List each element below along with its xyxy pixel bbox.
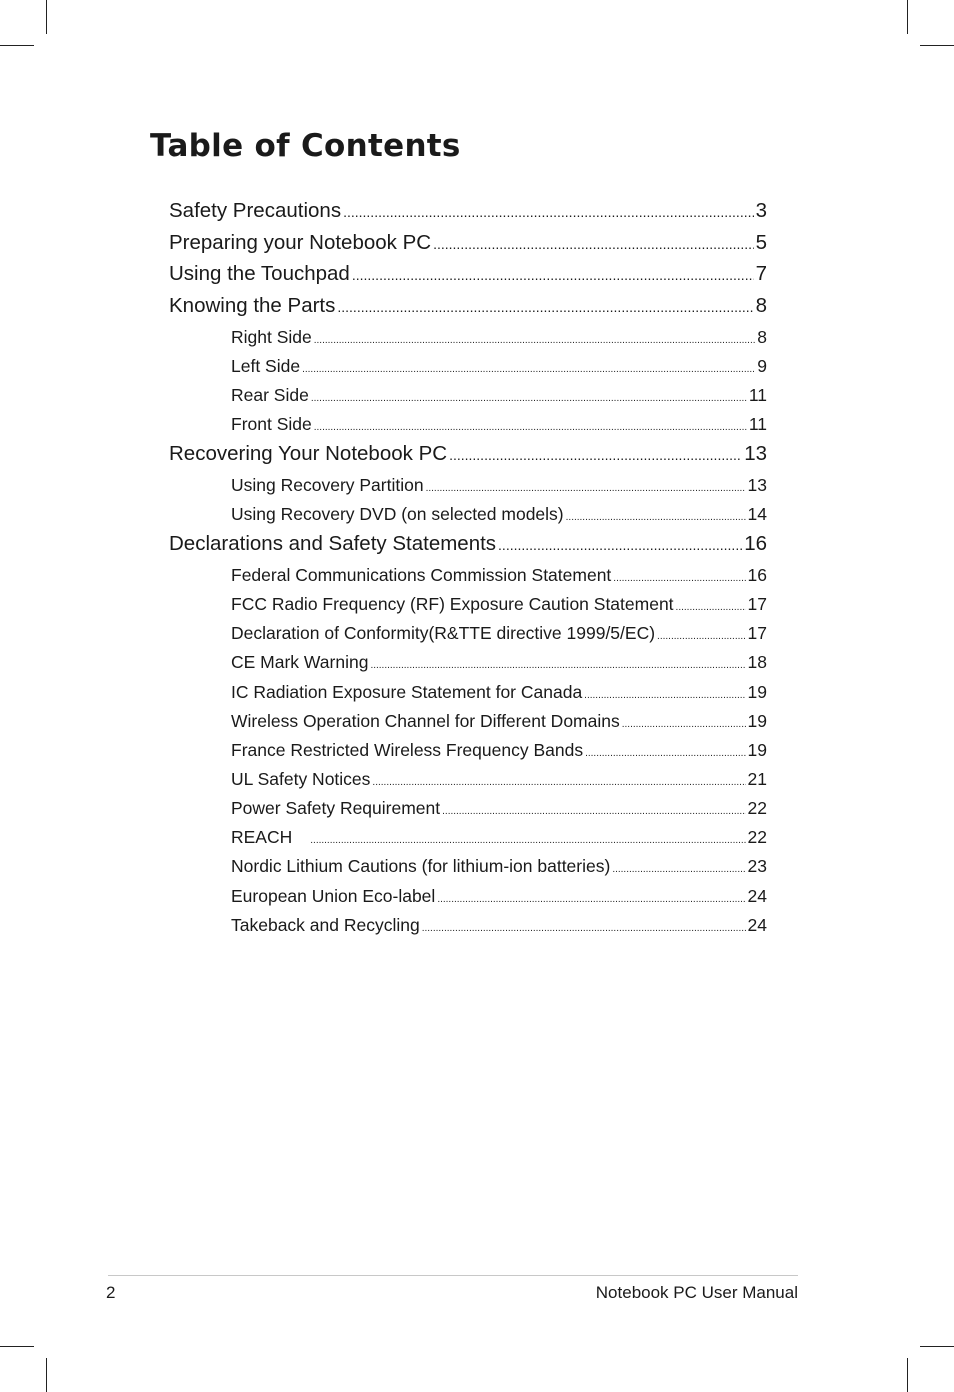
crop-mark xyxy=(0,45,34,46)
toc-entry[interactable] xyxy=(169,199,767,227)
toc-entry[interactable] xyxy=(169,442,767,470)
toc-subentry[interactable] xyxy=(231,740,767,764)
dot-leader xyxy=(372,777,745,788)
toc-subentry[interactable] xyxy=(231,623,767,647)
toc-entry-label: Declarations and Safety Statements xyxy=(169,532,497,555)
toc-subentry[interactable] xyxy=(231,385,767,409)
toc-subentry[interactable] xyxy=(231,594,767,618)
dot-leader xyxy=(433,236,754,252)
toc-entry-page: 13 xyxy=(747,475,767,495)
toc-entry[interactable] xyxy=(169,532,767,560)
toc-entry-label: Recovering Your Notebook PC xyxy=(169,442,448,465)
toc-entry-label: FCC Radio Frequency (RF) Exposure Caution Statement xyxy=(231,594,674,614)
toc-entry-label: European Union Eco-label xyxy=(231,886,436,906)
toc-entry-label: Rear Side xyxy=(231,385,309,405)
dot-leader xyxy=(370,660,745,671)
toc-subentry[interactable] xyxy=(231,652,767,676)
toc-entry-page: 8 xyxy=(757,327,767,347)
dot-leader xyxy=(314,422,747,433)
dot-leader xyxy=(566,512,746,523)
crop-mark xyxy=(0,1346,34,1347)
toc-entry-label: Power Safety Requirement xyxy=(231,798,441,818)
toc-entry-page: 18 xyxy=(747,652,767,672)
toc-subentry[interactable] xyxy=(231,565,767,589)
dot-leader xyxy=(311,393,747,404)
dot-leader xyxy=(584,690,745,701)
toc-entry-page: 5 xyxy=(755,231,767,254)
toc-subentry[interactable] xyxy=(231,682,767,706)
toc-subentry[interactable] xyxy=(231,504,767,528)
toc-entry-label: Federal Communications Commission Statement xyxy=(231,565,612,585)
toc-entry-page: 24 xyxy=(747,915,767,935)
dot-leader xyxy=(498,537,742,553)
toc-entry-page: 16 xyxy=(747,565,767,585)
toc-subentry[interactable] xyxy=(231,827,767,851)
toc-subentry[interactable] xyxy=(231,856,767,880)
dot-leader xyxy=(622,719,746,730)
toc-entry-page: 3 xyxy=(755,199,767,222)
crop-mark xyxy=(46,0,47,34)
toc-entry-label: UL Safety Notices xyxy=(231,769,371,789)
toc-entry-page: 9 xyxy=(757,356,767,376)
toc-subentry[interactable] xyxy=(231,475,767,499)
dot-leader xyxy=(657,631,745,642)
toc-entry-page: 17 xyxy=(747,594,767,614)
toc-entry-label: Knowing the Parts xyxy=(169,294,336,317)
toc-entry[interactable] xyxy=(169,262,767,290)
toc-subentry[interactable] xyxy=(231,711,767,735)
toc-entry-label: Using the Touchpad xyxy=(169,262,350,285)
toc-entry-label: Front Side xyxy=(231,414,312,434)
toc-entry-label: IC Radiation Exposure Statement for Canada xyxy=(231,682,583,702)
toc-entry-page: 19 xyxy=(747,740,767,760)
toc-entry-label: Preparing your Notebook PC xyxy=(169,231,432,254)
toc-subentry[interactable] xyxy=(231,769,767,793)
crop-mark xyxy=(907,1358,908,1392)
footer-manual-title: Notebook PC User Manual xyxy=(595,1283,798,1302)
dot-leader xyxy=(337,299,753,315)
toc-entry-page: 21 xyxy=(747,769,767,789)
toc-entry-label: Declaration of Conformity(R&TTE directive 1999/5/EC) xyxy=(231,623,656,643)
crop-mark xyxy=(46,1358,47,1392)
footer-divider xyxy=(108,1275,798,1276)
dot-leader xyxy=(449,447,742,463)
dot-leader xyxy=(352,267,754,283)
toc-entry-label: Right Side xyxy=(231,327,312,347)
toc-entry-label: Nordic Lithium Cautions (for lithium-ion batteries) xyxy=(231,856,611,876)
toc-subentry[interactable] xyxy=(231,414,767,438)
footer-page-number: 2 xyxy=(106,1283,116,1302)
dot-leader xyxy=(426,483,746,494)
toc-entry[interactable] xyxy=(169,294,767,322)
dot-leader xyxy=(314,335,756,346)
toc-entry-label: Left Side xyxy=(231,356,301,376)
dot-leader xyxy=(437,894,745,905)
dot-leader xyxy=(676,602,746,613)
page-title: Table of Contents xyxy=(150,128,461,164)
toc-entry-page: 13 xyxy=(744,442,767,465)
dot-leader xyxy=(302,364,755,375)
toc-entry-page: 11 xyxy=(748,385,767,405)
toc-subentry[interactable] xyxy=(231,327,767,351)
crop-mark xyxy=(920,1346,954,1347)
dot-leader xyxy=(612,864,745,875)
dot-leader xyxy=(585,748,745,759)
toc-entry-label: Takeback and Recycling xyxy=(231,915,420,935)
crop-mark xyxy=(920,45,954,46)
toc-subentry[interactable] xyxy=(231,356,767,380)
toc-entry-page: 16 xyxy=(744,532,767,555)
toc-entry-page: 24 xyxy=(747,886,767,906)
dot-leader xyxy=(442,806,745,817)
toc-entry-label: REACH xyxy=(231,827,293,847)
toc-entry-label: France Restricted Wireless Frequency Bands xyxy=(231,740,584,760)
toc-subentry[interactable] xyxy=(231,798,767,822)
crop-mark xyxy=(907,0,908,34)
toc-entry-label: Using Recovery DVD (on selected models) xyxy=(231,504,564,524)
dot-leader xyxy=(422,923,746,934)
toc-entry-page: 22 xyxy=(747,798,767,818)
toc-subentry[interactable] xyxy=(231,886,767,910)
toc-entry-label: Wireless Operation Channel for Different Domains xyxy=(231,711,620,731)
toc-entry-page: 11 xyxy=(748,414,767,434)
toc-entry[interactable] xyxy=(169,231,767,259)
toc-subentry[interactable] xyxy=(231,915,767,939)
toc-entry-page: 17 xyxy=(747,623,767,643)
dot-leader xyxy=(343,204,754,220)
toc-entry-page: 23 xyxy=(747,856,767,876)
toc-entry-page: 7 xyxy=(755,262,767,285)
toc-entry-page: 19 xyxy=(747,682,767,702)
toc-entry-page: 8 xyxy=(755,294,767,317)
toc-entry-label: Safety Precautions xyxy=(169,199,342,222)
dot-leader xyxy=(613,573,745,584)
toc-entry-label: Using Recovery Partition xyxy=(231,475,424,495)
toc-entry-page: 14 xyxy=(747,504,767,524)
dot-leader xyxy=(310,835,745,846)
toc-entry-label: CE Mark Warning xyxy=(231,652,369,672)
toc-entry-page: 22 xyxy=(747,827,767,847)
toc-entry-page: 19 xyxy=(747,711,767,731)
